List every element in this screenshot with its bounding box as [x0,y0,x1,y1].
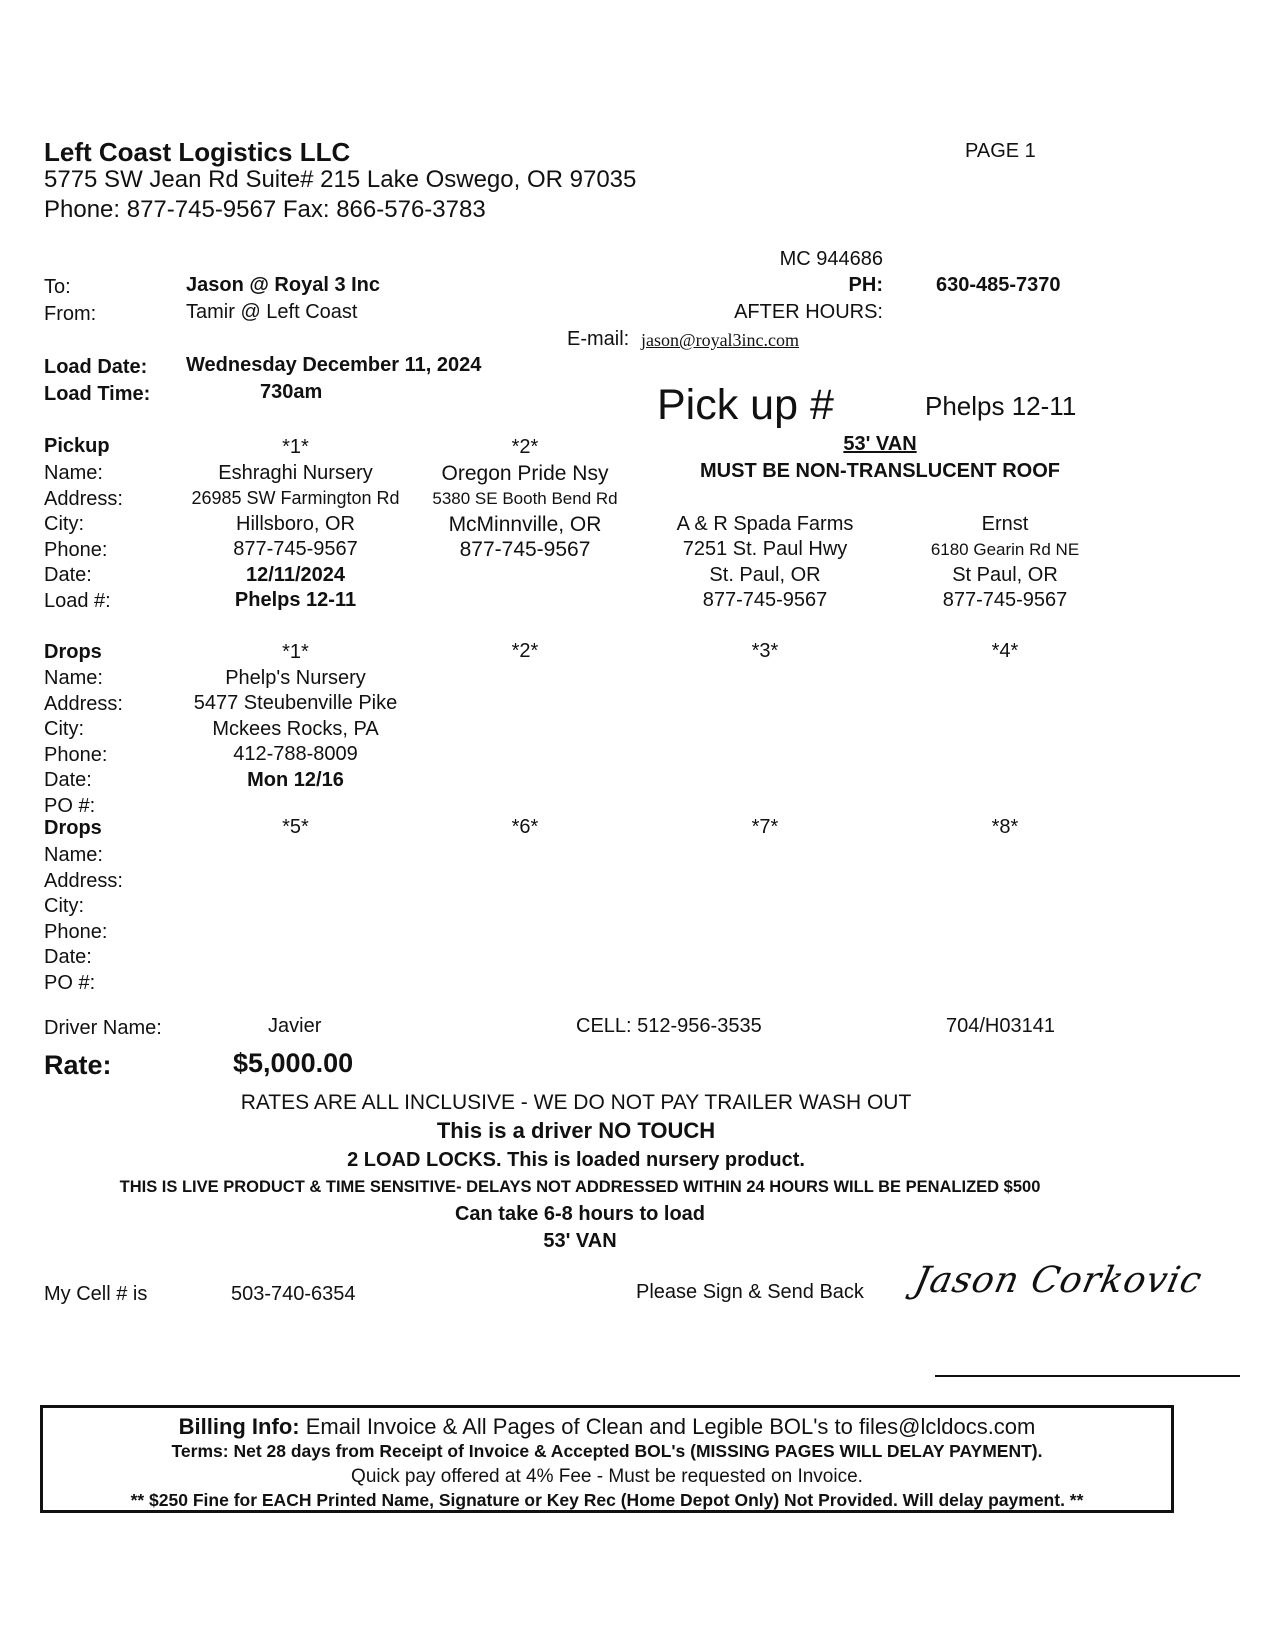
pickup-stop-3-num [650,435,880,461]
from-value: Tamir @ Left Coast [186,301,358,323]
note-load-locks: 2 LOAD LOCKS. This is loaded nursery product. [347,1149,805,1171]
pickup-stop-2-date [416,563,634,589]
roof-note: MUST BE NON-TRANSLUCENT ROOF [700,460,1060,482]
equipment-van: 53' VAN [843,433,917,455]
note-load-time: Can take 6-8 hours to load [454,1203,706,1225]
load-time-value: 730am [260,381,323,403]
truck-number: 704/H03141 [946,1015,1055,1037]
pickup-stop-4-num [895,435,1115,461]
drops2-label-address: Address: [44,869,123,892]
drop-stop-2-num: *2* [511,640,539,662]
pickup-stop-3 [650,435,880,614]
drops2-label-po: PO #: [44,971,96,994]
rate-label: Rate: [44,1050,112,1080]
drops-row-labels [44,666,123,819]
drops-label-date: Date: [44,769,92,791]
billing-fine: ** $250 Fine for EACH Printed Name, Signature or Key Rec (Home Depot Only) Not Provided. Will delay payment. ** [130,1490,1084,1510]
pickup-stop-3-date: St. Paul, OR [709,563,821,586]
mc-number: MC 944686 [779,248,883,270]
billing-label: Billing Info: [178,1414,300,1439]
sign-instruction: Please Sign & Send Back [636,1281,864,1303]
billing-line-1 [43,1414,1171,1440]
pickup-stop-4-phone: 6180 Gearin Rd NE [930,540,1080,559]
rate-value: $5,000.00 [233,1048,354,1078]
pickup-label-phone: Phone: [44,538,108,561]
pickup-stop-2 [416,435,634,614]
load-time-label: Load Time: [44,383,151,405]
company-phone-fax: Phone: 877-745-9567 Fax: 866-576-3783 [44,196,486,223]
pickup-row-labels [44,461,123,614]
company-address: 5775 SW Jean Rd Suite# 215 Lake Oswego, OR 97035 [44,166,637,193]
signature: Jason Corkovic [910,1260,1206,1301]
after-hours-label: AFTER HOURS: [734,301,883,323]
pickup-label-address: Address: [44,487,123,510]
pickup-stop-1-name: Eshraghi Nursery [218,461,373,484]
pickup-stop-1-load: Phelps 12-11 [234,589,357,611]
drop-stop-5-num: *5* [282,816,309,838]
billing-info-box [40,1405,1174,1513]
drops-section-label: Drops [44,641,102,663]
pickup-stop-3-name [650,461,880,487]
note-no-touch: This is a driver NO TOUCH [436,1118,716,1143]
pickup-stop-4-load: 877-745-9567 [942,589,1068,611]
drop-stop-1-name: Phelp's Nursery [225,666,366,689]
billing-terms: Terms: Net 28 days from Receipt of Invoice & Accepted BOL's (MISSING PAGES WILL DELAY PAYMENT). [171,1441,1043,1461]
drops-label-phone: Phone: [44,743,108,766]
pickup-stop-2-phone: 877-745-9567 [459,538,591,561]
ph-label: PH: [848,274,883,296]
drop-stop-1-city: Mckees Rocks, PA [212,717,379,740]
pickup-stop-1 [178,435,413,614]
drop-stop-1-num: *1* [282,641,309,663]
pickup-number-label: Pick up # [657,381,834,429]
page-number: PAGE 1 [965,140,1036,162]
note-rates-inclusive: RATES ARE ALL INCLUSIVE - WE DO NOT PAY TRAILER WASH OUT [240,1091,912,1114]
pickup-label-date: Date: [44,564,92,586]
pickup-stop-2-load [416,588,634,614]
to-label: To: [44,276,71,298]
from-label: From: [44,303,97,325]
driver-cell: CELL: 512-956-3535 [576,1015,762,1037]
pickup-stop-2-address: 5380 SE Booth Bend Rd [432,489,618,508]
drops2-label-name: Name: [44,844,103,866]
drops-label-po: PO #: [44,794,96,817]
drops-label-name: Name: [44,667,103,689]
ph-value: 630-485-7370 [936,274,1061,296]
drop-stop-6-num: *6* [511,816,539,838]
drop-stop-1 [178,640,413,793]
pickup-stop-1-date: 12/11/2024 [246,563,345,586]
pickup-stop-4 [895,435,1115,614]
email-link[interactable]: jason@royal3inc.com [641,330,800,350]
drops2-section-label: Drops [44,817,102,839]
signature-line [935,1375,1240,1377]
pickup-stop-4-date: St Paul, OR [952,563,1058,586]
pickup-stop-3-city: A & R Spada Farms [676,512,854,535]
pickup-stop-4-city: Ernst [981,512,1029,535]
drops-label-address: Address: [44,692,123,715]
pickup-label-load: Load #: [44,589,111,612]
pickup-stop-1-num: *1* [282,436,309,458]
pickup-stop-4-address [895,486,1115,512]
drops2-row-labels [44,843,123,996]
pickup-stop-3-address [650,486,880,512]
to-value: Jason @ Royal 3 Inc [186,274,381,296]
drop-stop-1-phone: 412-788-8009 [233,743,358,765]
company-name: Left Coast Logistics LLC [44,137,351,167]
pickup-number-value: Phelps 12-11 [925,391,1077,421]
billing-email-instruction: Email Invoice & All Pages of Clean and Legible BOL's to files@lcldocs.com [299,1414,1036,1439]
drop-stop-1-address: 5477 Steubenville Pike [193,692,398,714]
note-live-product: THIS IS LIVE PRODUCT & TIME SENSITIVE- DELAYS NOT ADDRESSED WITHIN 24 HOURS WILL BE PENALIZED $500 [119,1178,1041,1196]
pickup-stop-3-load: 877-745-9567 [702,589,828,611]
drop-stop-3-num: *3* [751,640,779,662]
drop-stop-1-date: Mon 12/16 [247,768,344,791]
load-date-label: Load Date: [44,356,148,378]
pickup-stop-1-phone: 877-745-9567 [233,538,358,560]
pickup-section-label: Pickup [44,435,110,457]
drop-stop-7-num: *7* [751,816,779,838]
pickup-stop-1-address: 26985 SW Farmington Rd [191,488,400,508]
note-van: 53' VAN [543,1230,617,1252]
email-label: E-mail: [567,328,630,350]
pickup-stop-4-name [895,461,1115,487]
drops2-label-date: Date: [44,946,92,968]
drop-stop-8-num: *8* [991,816,1019,838]
load-date-value: Wednesday December 11, 2024 [186,354,482,376]
pickup-stop-1-city: Hillsboro, OR [236,512,355,535]
driver-name-label: Driver Name: [44,1017,162,1039]
pickup-label-city: City: [44,513,84,535]
pickup-stop-2-name: Oregon Pride Nsy [441,461,609,485]
drop-stop-4-num: *4* [991,640,1019,662]
drops2-label-city: City: [44,895,84,917]
drops2-label-phone: Phone: [44,920,108,943]
pickup-stop-2-city: McMinnville, OR [448,512,602,536]
billing-quickpay: Quick pay offered at 4% Fee - Must be requested on Invoice. [351,1466,863,1487]
pickup-stop-2-num: *2* [511,436,539,458]
pickup-stop-3-phone: 7251 St. Paul Hwy [682,538,848,560]
my-cell-label: My Cell # is [44,1283,148,1305]
driver-name-value: Javier [268,1015,322,1037]
my-cell-value: 503-740-6354 [231,1283,356,1305]
pickup-label-name: Name: [44,462,103,484]
drops-label-city: City: [44,718,84,740]
